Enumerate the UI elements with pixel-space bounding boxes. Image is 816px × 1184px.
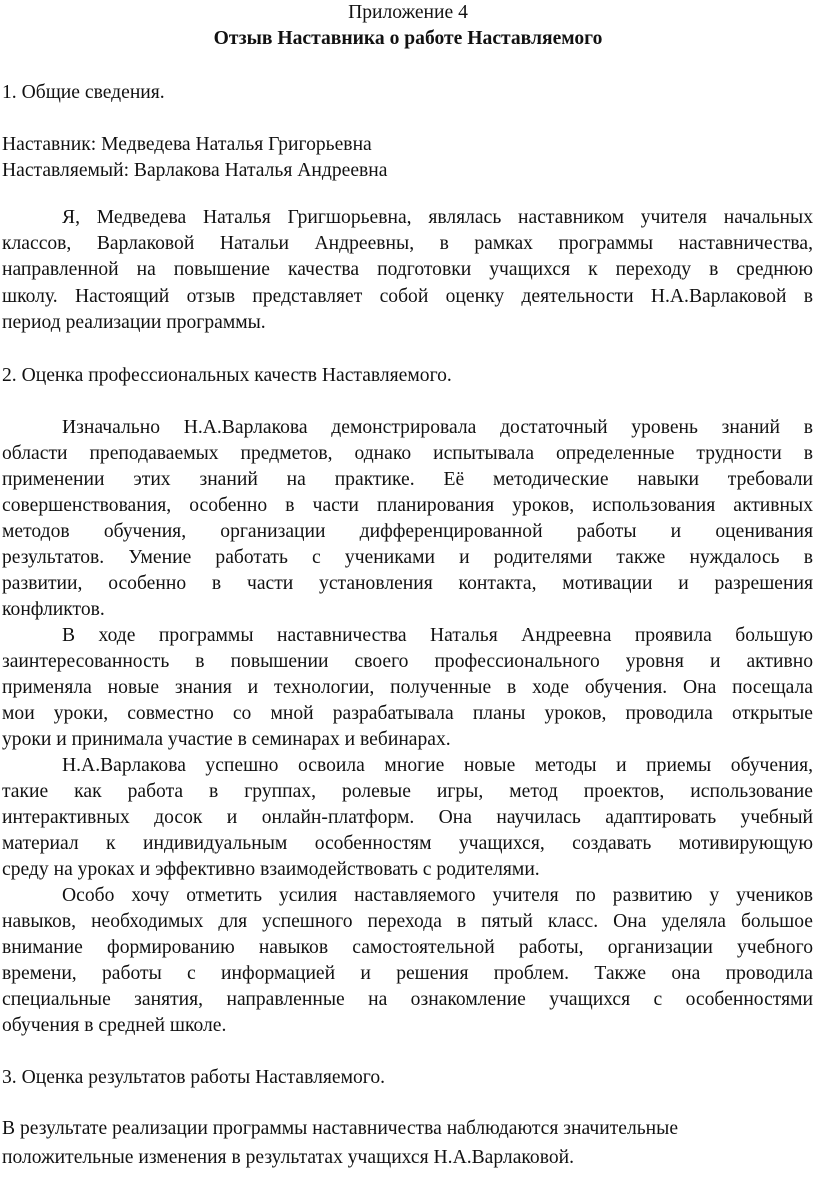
paragraph-line: методов обучения, организации дифференцированной работы и оценивания	[2, 521, 813, 542]
paragraph-line: такие как работа в группах, ролевые игры, метод проектов, использование	[2, 781, 813, 802]
paragraph-line: специальные занятия, направленные на ознакомление учащихся с особенностями	[2, 989, 813, 1010]
paragraph-line: положительные изменения в результатах учащихся Н.А.Варлаковой.	[2, 1147, 575, 1168]
paragraph-line: результатов. Умение работать с учениками и родителями также нуждалось в	[2, 547, 813, 568]
paragraph-line: школу. Настоящий отзыв представляет собой оценку деятельности Н.А.Варлаковой в	[2, 286, 813, 307]
paragraph-line: внимание формированию навыков самостоятельной работы, организации учебного	[2, 937, 813, 958]
paragraph-line: обучения в средней школе.	[2, 1015, 227, 1036]
paragraph-line: период реализации программы.	[2, 312, 266, 333]
paragraph-line: применяла новые знания и технологии, полученные в ходе обучения. Она посещала	[2, 677, 813, 698]
paragraph-line: Н.А.Варлакова успешно освоила многие новые методы и приемы обучения,	[62, 755, 813, 776]
paragraph-line: применении этих знаний на практике. Её методические навыки требовали	[2, 469, 813, 490]
paragraph-line: среду на уроках и эффективно взаимодействовать с родителями.	[2, 859, 540, 880]
section-3-heading: 3. Оценка результатов работы Наставляемого.	[2, 1067, 386, 1088]
section-2-heading: 2. Оценка профессиональных качеств Наставляемого.	[2, 365, 452, 386]
paragraph-line: интерактивных досок и онлайн-платформ. Она научилась адаптировать учебный	[2, 807, 813, 828]
paragraph-line: Я, Медведева Наталья Григшорьевна, являлась наставником учителя начальных	[62, 207, 813, 228]
paragraph-line: совершенствования, особенно в части планирования уроков, использования активных	[2, 495, 813, 516]
paragraph-line: области преподаваемых предметов, однако испытывала определенные трудности в	[2, 443, 813, 464]
mentee-line: Наставляемый: Варлакова Наталья Андреевна	[2, 160, 388, 181]
paragraph-line: конфликтов.	[2, 599, 105, 620]
paragraph-line: уроки и принимала участие в семинарах и вебинарах.	[2, 729, 451, 750]
paragraph-line: развитии, особенно в части установления контакта, мотивации и разрешения	[2, 573, 813, 594]
paragraph-line: заинтересованность в повышении своего профессионального уровня и активно	[2, 651, 813, 672]
paragraph-line: Изначально Н.А.Варлакова демонстрировала достаточный уровень знаний в	[62, 417, 813, 438]
paragraph-line: материал к индивидуальным особенностям учащихся, создавать мотивирующую	[2, 833, 813, 854]
document-title: Отзыв Наставника о работе Наставляемого	[213, 28, 603, 49]
paragraph-line: мои уроки, совместно со мной разрабатывала планы уроков, проводила открытые	[2, 703, 813, 724]
section-1-heading: 1. Общие сведения.	[2, 82, 165, 103]
paragraph-line: навыков, необходимых для успешного перехода в пятый класс. Она уделяла большое	[2, 911, 813, 932]
paragraph-line: В ходе программы наставничества Наталья Андреевна проявила большую	[62, 625, 813, 646]
paragraph-line: В результате реализации программы наставничества наблюдаются значительные	[2, 1118, 679, 1139]
paragraph-line: классов, Варлаковой Натальи Андреевны, в рамках программы наставничества,	[2, 233, 813, 254]
paragraph-line: времени, работы с информацией и решения проблем. Также она проводила	[2, 963, 813, 984]
mentor-line: Наставник: Медведева Наталья Григорьевна	[2, 134, 372, 155]
paragraph-line: Особо хочу отметить усилия наставляемого учителя по развитию у учеников	[62, 885, 813, 906]
appendix-label: Приложение 4	[348, 2, 468, 23]
paragraph-line: направленной на повышение качества подготовки учащихся к переходу в среднюю	[2, 259, 813, 280]
